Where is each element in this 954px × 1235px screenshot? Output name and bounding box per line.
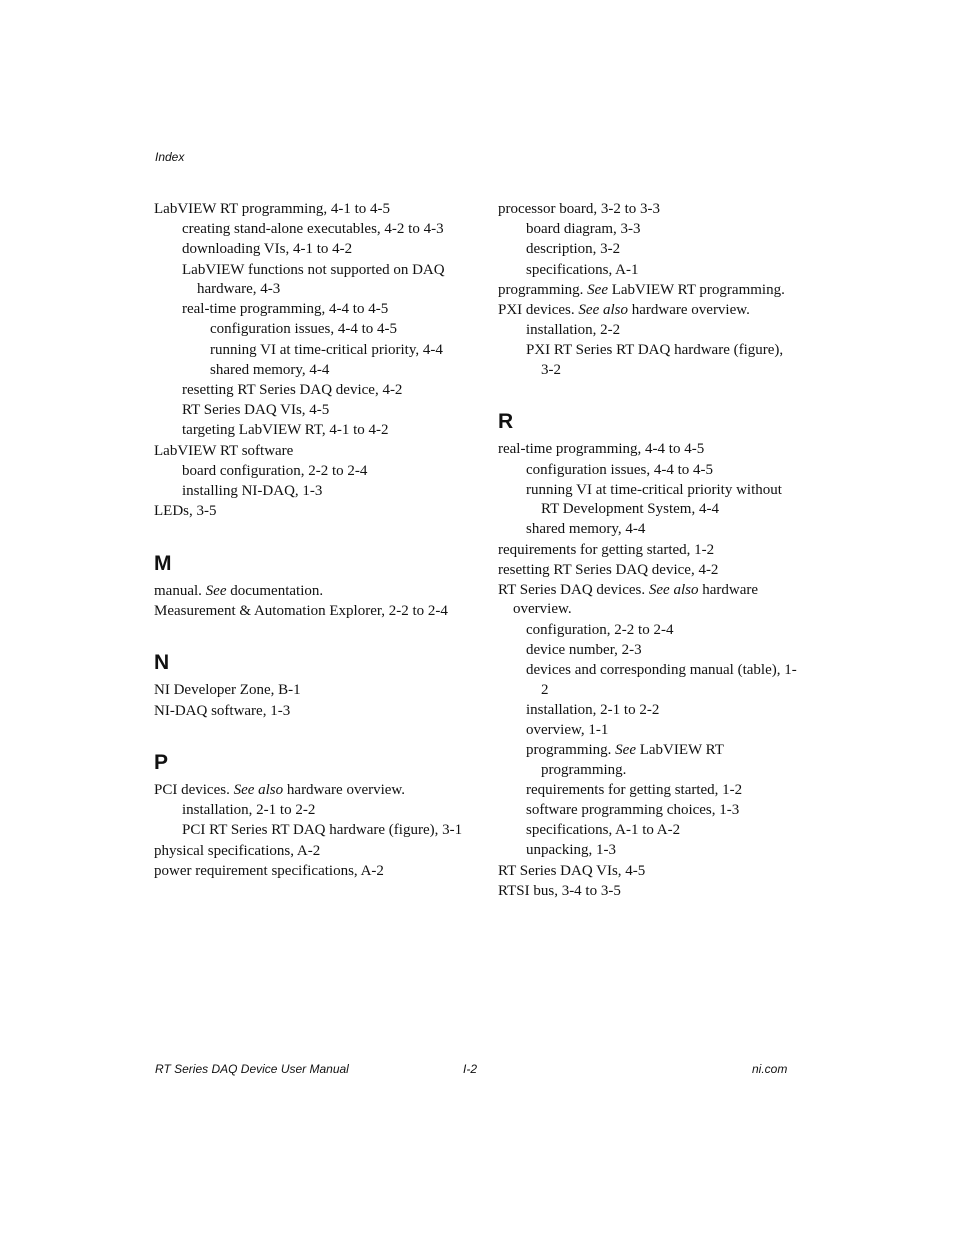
index-subentry — [498, 261, 798, 281]
index-entry-text: real-time programming, 4-4 to 4-5 — [498, 441, 705, 458]
index-entry-text: shared memory, 4-4 — [210, 361, 330, 378]
index-subentry — [154, 220, 474, 240]
index-subentry — [154, 801, 474, 821]
index-entry-text: physical specifications, A-2 — [154, 842, 321, 859]
index-column-left — [154, 200, 474, 882]
index-subentry — [154, 261, 474, 300]
index-entry — [154, 702, 474, 722]
index-entry — [498, 882, 798, 902]
index-subentry — [154, 821, 474, 841]
index-entry-text: LabVIEW RT software — [154, 442, 294, 459]
cross-reference-label: See — [615, 742, 636, 759]
index-entry-text: RT Series DAQ VIs, 4-5 — [182, 402, 330, 419]
index-entry — [154, 781, 474, 801]
index-entry-text: LabVIEW functions not supported on DAQ hardware, 4-3 — [182, 261, 445, 298]
index-entry-text: requirements for getting started, 1-2 — [526, 781, 743, 798]
index-entry-text: requirements for getting started, 1-2 — [498, 541, 715, 558]
index-section-letter: R — [498, 410, 514, 434]
index-entry — [498, 541, 798, 561]
index-subentry — [154, 462, 474, 482]
index-entry — [498, 862, 798, 882]
index-entry — [498, 581, 798, 620]
index-entry-text: processor board, 3-2 to 3-3 — [498, 201, 661, 217]
cross-reference-label: See also — [578, 301, 628, 318]
cross-reference-target: LabVIEW RT programming. — [607, 281, 785, 298]
index-entry — [154, 442, 474, 462]
index-section-letter: N — [154, 651, 170, 675]
index-entry-text: manual. — [154, 582, 206, 599]
index-entry-text: unpacking, 1-3 — [526, 842, 616, 859]
index-entry-text: LEDs, 3-5 — [154, 503, 217, 520]
index-entry-text: device number, 2-3 — [526, 641, 642, 658]
index-entry-text: power requirement specifications, A-2 — [154, 862, 384, 879]
index-entry-text: configuration issues, 4-4 to 4-5 — [526, 461, 714, 478]
index-subentry — [498, 461, 798, 481]
index-entry-text: targeting LabVIEW RT, 4-1 to 4-2 — [182, 422, 389, 439]
running-head: Index — [155, 150, 185, 164]
index-entry-text: LabVIEW RT programming, 4-1 to 4-5 — [154, 201, 391, 217]
index-entry-text: running VI at time-critical priority without RT Development System, 4-4 — [526, 481, 782, 518]
cross-reference-target: hardware overview. — [283, 782, 406, 798]
index-entry-text: specifications, A-1 to A-2 — [526, 822, 681, 839]
index-entry — [498, 301, 798, 321]
cross-reference-target: hardware overview. — [627, 301, 750, 318]
index-entry — [498, 200, 798, 220]
index-entry-text: installing NI-DAQ, 1-3 — [182, 482, 323, 499]
index-entry-text: PCI RT Series RT DAQ hardware (figure), 3-1 — [182, 822, 463, 839]
index-entry-text: Measurement & Automation Explorer, 2-2 to 2-4 — [154, 602, 448, 619]
index-entry-text: NI Developer Zone, B-1 — [154, 682, 301, 699]
index-subentry — [154, 482, 474, 502]
index-entry-text: real-time programming, 4-4 to 4-5 — [182, 301, 389, 318]
index-entry-text: RT Series DAQ devices. — [498, 581, 649, 598]
index-entry-text: creating stand-alone executables, 4-2 to 4-3 — [182, 221, 444, 238]
index-entry-text: overview, 1-1 — [526, 721, 609, 738]
index-entry-text: devices and corresponding manual (table), 1-2 — [526, 662, 797, 698]
index-section-letter: P — [154, 751, 169, 774]
index-subentry — [498, 781, 798, 801]
index-entry-text: installation, 2-1 to 2-2 — [526, 701, 660, 718]
index-subentry — [154, 341, 474, 361]
index-subentry — [154, 381, 474, 401]
index-entry — [154, 502, 474, 522]
index-subentry — [154, 300, 474, 320]
index-entry-text: board diagram, 3-3 — [526, 221, 641, 238]
index-entry — [498, 561, 798, 581]
footer-page-number: I-2 — [463, 1062, 478, 1076]
cross-reference-label: See also — [648, 581, 699, 598]
cross-reference-target: hardware overview. — [513, 581, 759, 618]
index-entry — [154, 582, 474, 602]
index-entry-text: resetting RT Series DAQ device, 4-2 — [498, 561, 719, 578]
index-subentry — [498, 341, 798, 380]
index-entry-text: installation, 2-2 — [526, 322, 621, 339]
index-entry-text: RTSI bus, 3-4 to 3-5 — [498, 882, 621, 899]
index-subentry — [154, 320, 474, 340]
index-entry-text: downloading VIs, 4-1 to 4-2 — [182, 241, 353, 258]
index-subentry — [498, 220, 798, 240]
index-entry-text: programming. — [498, 281, 588, 298]
index-entry-text: shared memory, 4-4 — [526, 521, 646, 538]
index-entry — [498, 440, 798, 460]
index-subentry — [498, 701, 798, 721]
index-entry-text: PXI devices. — [498, 301, 579, 318]
index-subentry — [498, 240, 798, 260]
index-entry-text: running VI at time-critical priority, 4-4 — [210, 341, 443, 358]
index-column-right — [498, 200, 798, 902]
index-entry-text: installation, 2-1 to 2-2 — [182, 802, 316, 819]
index-entry-text: resetting RT Series DAQ device, 4-2 — [182, 382, 403, 398]
cross-reference-target: LabVIEW RT programming. — [541, 742, 724, 778]
index-subentry — [498, 621, 798, 641]
cross-reference-label: See — [205, 582, 227, 599]
footer-site: ni.com — [752, 1062, 788, 1076]
index-subentry — [154, 401, 474, 421]
index-entry-text: NI-DAQ software, 1-3 — [154, 702, 291, 719]
index-entry — [154, 842, 474, 862]
index-section-letter: M — [154, 551, 172, 575]
index-entry — [498, 281, 798, 301]
footer-manual-title: RT Series DAQ Device User Manual — [155, 1062, 349, 1076]
index-subentry — [498, 821, 798, 841]
index-entry-text: configuration, 2-2 to 2-4 — [526, 621, 674, 638]
index-subentry — [498, 801, 798, 821]
cross-reference-label: See also — [233, 782, 284, 798]
index-subentry — [154, 361, 474, 381]
index-subentry — [498, 721, 798, 741]
index-subentry — [498, 841, 798, 861]
index-entry — [154, 602, 474, 622]
index-entry-text: programming. — [526, 742, 616, 759]
index-subentry — [498, 520, 798, 540]
index-subentry — [498, 641, 798, 661]
index-entry — [154, 681, 474, 701]
index-entry — [154, 200, 474, 220]
index-entry-text: board configuration, 2-2 to 2-4 — [182, 462, 368, 479]
index-subentry — [154, 240, 474, 260]
index-subentry — [498, 481, 798, 520]
index-subentry — [154, 421, 474, 441]
index-entry-text: configuration issues, 4-4 to 4-5 — [210, 321, 398, 338]
index-entry-text: PCI devices. — [154, 782, 234, 798]
index-entry-text: software programming choices, 1-3 — [526, 801, 740, 818]
index-subentry — [498, 741, 798, 780]
index-entry-text: RT Series DAQ VIs, 4-5 — [498, 862, 646, 879]
index-entry-text: specifications, A-1 — [526, 261, 639, 278]
index-entry-text: description, 3-2 — [526, 241, 621, 258]
index-entry-text: PXI RT Series RT DAQ hardware (figure), 3-2 — [526, 342, 784, 378]
index-entry — [154, 862, 474, 882]
index-subentry — [498, 321, 798, 341]
cross-reference-label: See — [587, 281, 608, 298]
cross-reference-target: documentation. — [226, 582, 324, 599]
index-subentry — [498, 661, 798, 700]
